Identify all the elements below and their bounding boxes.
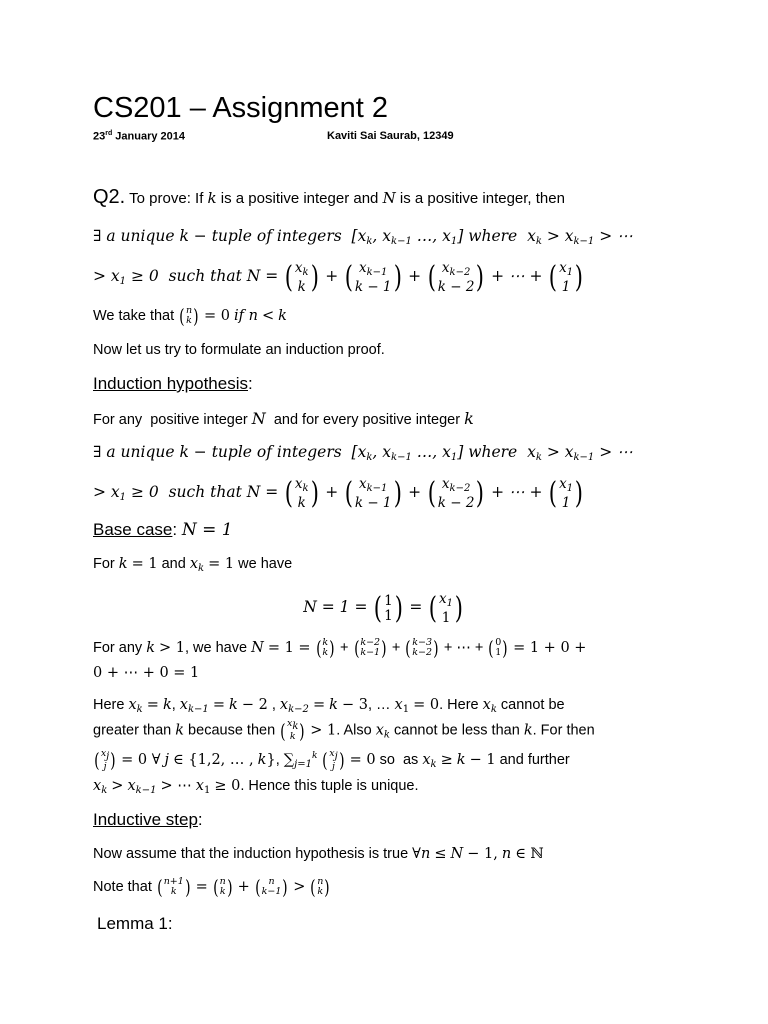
page-title: CS201 – Assignment 2 [93,92,389,124]
for-any-k-line: For any k > 1, we have N = 1 = (k k) + (k−2 k−1) + (k−3 k−2) + ⋯ + (0 1) = 1 + 0 + [93,636,587,660]
now-let-line: Now let us try to formulate an induction proof. [93,342,385,358]
note-that-line: Note that (n+1 k ) = (n k) + ( n k−1) > (n k) [93,875,330,899]
hypothesis-line-2: > $x_1 \ge 0$ such that N = ( $x_k$ k ) + ( $x_{k-1}$ k − 1) + ( $x_{k-2}$ k − 2) + ⋯ + ( $x_1$ 1 ) [93,475,584,511]
inductive-step-heading: Inductive step: [93,810,203,829]
here-line-1: Here $x_k = k$, $x_{k-1} = k - 2$ , $x_{k-2} = k - 3$, … $x_1 = 0$. Here $x_k$ cannot be [93,697,565,715]
now-assume-line: Now assume that the induction hypothesis is true ∀n ≤ N − 1, n ∈ ℕ [93,846,544,862]
here-line-3: ($x_j$ j ) = 0 ∀ j ∈ {1,2, … , k}, $\sum_{j=1}^k$ ($x_j$ j ) = 0 so as $x_k \ge k - 1$ and further [94,747,570,772]
here-line-2: greater than k because then ($x_k$ k ) > 1. Also $x_k$ cannot be less than k. For then [93,718,595,743]
for-any-line: For any positive integer N and for every positive integer k [93,409,474,428]
q2-label: Q2. [93,186,126,208]
author: Kaviti Sai Saurab, 12349 [327,130,454,142]
we-take-line: We take that (n k) = 0 if n < k [93,304,287,328]
date: 23rd January 2014 [93,130,186,143]
base-case-heading: Base case: N = 1 [93,520,233,540]
statement-line-2: > $x_1 \ge 0$ such that N = ( $x_k$ k ) + ( $x_{k-1}$ k − 1) + ( $x_{k-2}$ k − 2) + ⋯ + ( $x_1$ 1 ) [93,259,584,295]
for-k1-line: For k = 1 and $x_k = 1$ we have [93,556,293,574]
for-any-k-line-2: 0 + ⋯ + 0 = 1 [93,665,200,681]
lemma-label: Lemma 1: [97,914,173,933]
here-line-4: $x_k > x_{k-1}$ > ⋯ $x_1 \ge 0$. Hence this tuple is unique. [93,778,419,796]
q2-intro: Q2. To prove: If k is a positive integer and N is a positive integer, then [93,186,565,208]
statement-line-1: ∃ a unique k − tuple of integers [$x_k$, $x_{k-1}$ …, $x_1$] where $x_k > x_{k-1}$ > ⋯ [93,227,633,247]
base-case-equation: N = 1 = ( 1 1) = ( $x_1$ 1 ) [303,590,463,626]
induction-hypothesis-heading: Induction hypothesis: [93,374,253,393]
hypothesis-line-1: ∃ a unique k − tuple of integers [$x_k$, $x_{k-1}$ …, $x_1$] where $x_k > x_{k-1}$ > ⋯ [93,443,633,463]
